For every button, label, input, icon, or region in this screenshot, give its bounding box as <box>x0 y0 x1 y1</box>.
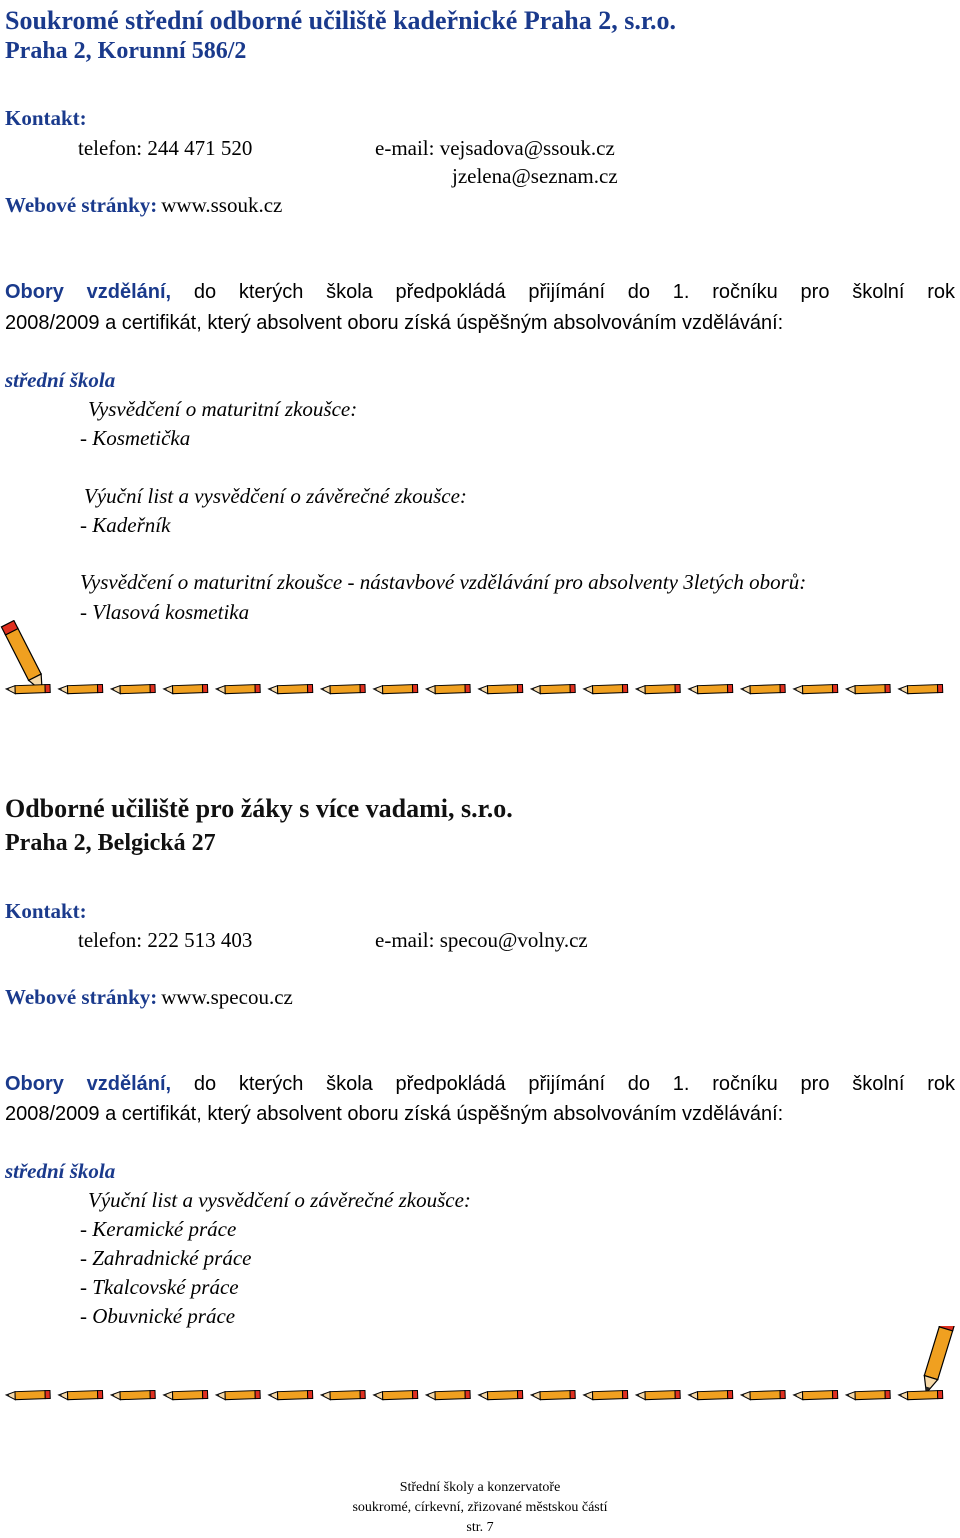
school2-web-link[interactable]: www.specou.cz <box>161 985 293 1009</box>
school1-web-link[interactable]: www.ssouk.cz <box>161 193 283 217</box>
pencil-icon <box>164 1390 208 1400</box>
pencil-divider-1 <box>0 620 960 710</box>
footer-line1: Střední školy a konzervatoře <box>399 1480 561 1495</box>
pencil-icon <box>531 684 575 694</box>
pencil-icon <box>426 684 470 694</box>
school2-title: Odborné učiliště pro žáky s více vadami, s.r.o. <box>5 794 513 823</box>
pencil-icon <box>584 684 628 694</box>
pencil-icon <box>216 684 260 694</box>
school1-group-heading: Výuční list a vysvědčení o závěrečné zkoušce: <box>84 484 467 508</box>
school2-intro-line1 <box>5 1073 955 1096</box>
school2-program-item: - Obuvnické práce <box>80 1304 236 1328</box>
school1-group-heading: Vysvědčení o maturitní zkoušce: <box>88 397 358 421</box>
school1-contact-label: Kontakt: <box>5 106 87 130</box>
pencil-icon <box>111 684 155 694</box>
school1-title: Soukromé střední odborné učiliště kadeřnické Praha 2, s.r.o. <box>5 6 676 35</box>
pencil-row <box>6 1390 943 1400</box>
school1-group-heading: Vysvědčení o maturitní zkoušce - nástavbové vzdělávání pro absolventy 3letých oborů: <box>80 570 807 594</box>
school2-level: střední škola <box>5 1159 116 1183</box>
pencil-icon <box>164 684 208 694</box>
pencil-icon <box>111 1390 155 1400</box>
pencil-icon <box>899 684 943 694</box>
pencil-icon <box>846 1390 890 1400</box>
school1-address: Praha 2, Korunní 586/2 <box>5 38 247 64</box>
page-number: str. 7 <box>466 1520 494 1535</box>
pencil-icon <box>321 1390 365 1400</box>
page-footer <box>0 1478 960 1538</box>
pencil-icon <box>374 684 418 694</box>
school1-intro-line2: 2008/2009 a certifikát, který absolvent oboru získá úspěšným absolvováním vzdělávání: <box>5 312 784 334</box>
school1-program-item: - Kadeřník <box>80 513 171 537</box>
pencil-icon <box>794 1390 838 1400</box>
school2-program-item: - Keramické práce <box>80 1217 237 1241</box>
pencil-icon <box>321 684 365 694</box>
pencil-icon <box>426 1390 470 1400</box>
pencil-icon <box>216 1390 260 1400</box>
pencil-icon <box>689 1390 733 1400</box>
school1-intro-bold: Obory vzdělání, <box>5 281 172 303</box>
school2-intro-line2: 2008/2009 a certifikát, který absolvent oboru získá úspěšným absolvováním vzdělávání: <box>5 1103 784 1125</box>
pencil-icon <box>6 684 50 694</box>
pencil-icon <box>59 1390 103 1400</box>
school2-intro-bold: Obory vzdělání, <box>5 1073 172 1095</box>
school1-email2[interactable]: jzelena@seznam.cz <box>452 164 618 188</box>
school1-web-label: Webové stránky: <box>5 193 158 217</box>
school2-email1[interactable]: e-mail: specou@volny.cz <box>375 928 588 952</box>
pencil-icon <box>899 1390 943 1400</box>
footer-line2: soukromé, církevní, zřizované městskou částí <box>352 1500 608 1515</box>
pencil-icon <box>920 1326 956 1395</box>
pencil-icon <box>479 1390 523 1400</box>
pencil-icon <box>584 1390 628 1400</box>
school2-phone: telefon: 222 513 403 <box>78 928 253 952</box>
school2-web-row <box>5 985 293 1010</box>
pencil-icon <box>636 1390 680 1400</box>
school2-group-heading: Výuční list a vysvědčení o závěrečné zkoušce: <box>88 1188 471 1212</box>
school1-intro-rest: do kterých škola předpokládá přijímání do 1. ročníku pro školní rok <box>193 281 955 303</box>
school2-address: Praha 2, Belgická 27 <box>5 830 216 856</box>
school1-program-item: - Vlasová kosmetika <box>80 600 250 624</box>
pencil-icon <box>59 684 103 694</box>
school1-email1[interactable]: e-mail: vejsadova@ssouk.cz <box>375 136 615 160</box>
pencil-icon <box>269 684 313 694</box>
school2-intro-rest: do kterých škola předpokládá přijímání do 1. ročníku pro školní rok <box>193 1073 955 1095</box>
pencil-icon <box>479 684 523 694</box>
pencil-divider-2 <box>0 1326 960 1416</box>
pencil-icon <box>846 684 890 694</box>
school1-level: střední škola <box>5 368 116 392</box>
school1-intro-line1 <box>5 281 955 304</box>
pencil-icon <box>6 1390 50 1400</box>
school2-web-label: Webové stránky: <box>5 985 158 1009</box>
school2-program-item: - Zahradnické práce <box>80 1246 252 1270</box>
pencil-icon <box>689 684 733 694</box>
pencil-icon <box>741 684 785 694</box>
pencil-icon <box>531 1390 575 1400</box>
school1-program-item: - Kosmetička <box>80 426 191 450</box>
pencil-icon <box>1 621 48 695</box>
pencil-icon <box>636 684 680 694</box>
school2-program-item: - Tkalcovské práce <box>80 1275 239 1299</box>
school2-contact-label: Kontakt: <box>5 899 87 923</box>
pencil-icon <box>269 1390 313 1400</box>
school1-phone: telefon: 244 471 520 <box>78 136 253 160</box>
pencil-icon <box>794 684 838 694</box>
pencil-row <box>6 684 943 694</box>
pencil-icon <box>374 1390 418 1400</box>
pencil-icon <box>741 1390 785 1400</box>
school1-web-row <box>5 193 282 218</box>
